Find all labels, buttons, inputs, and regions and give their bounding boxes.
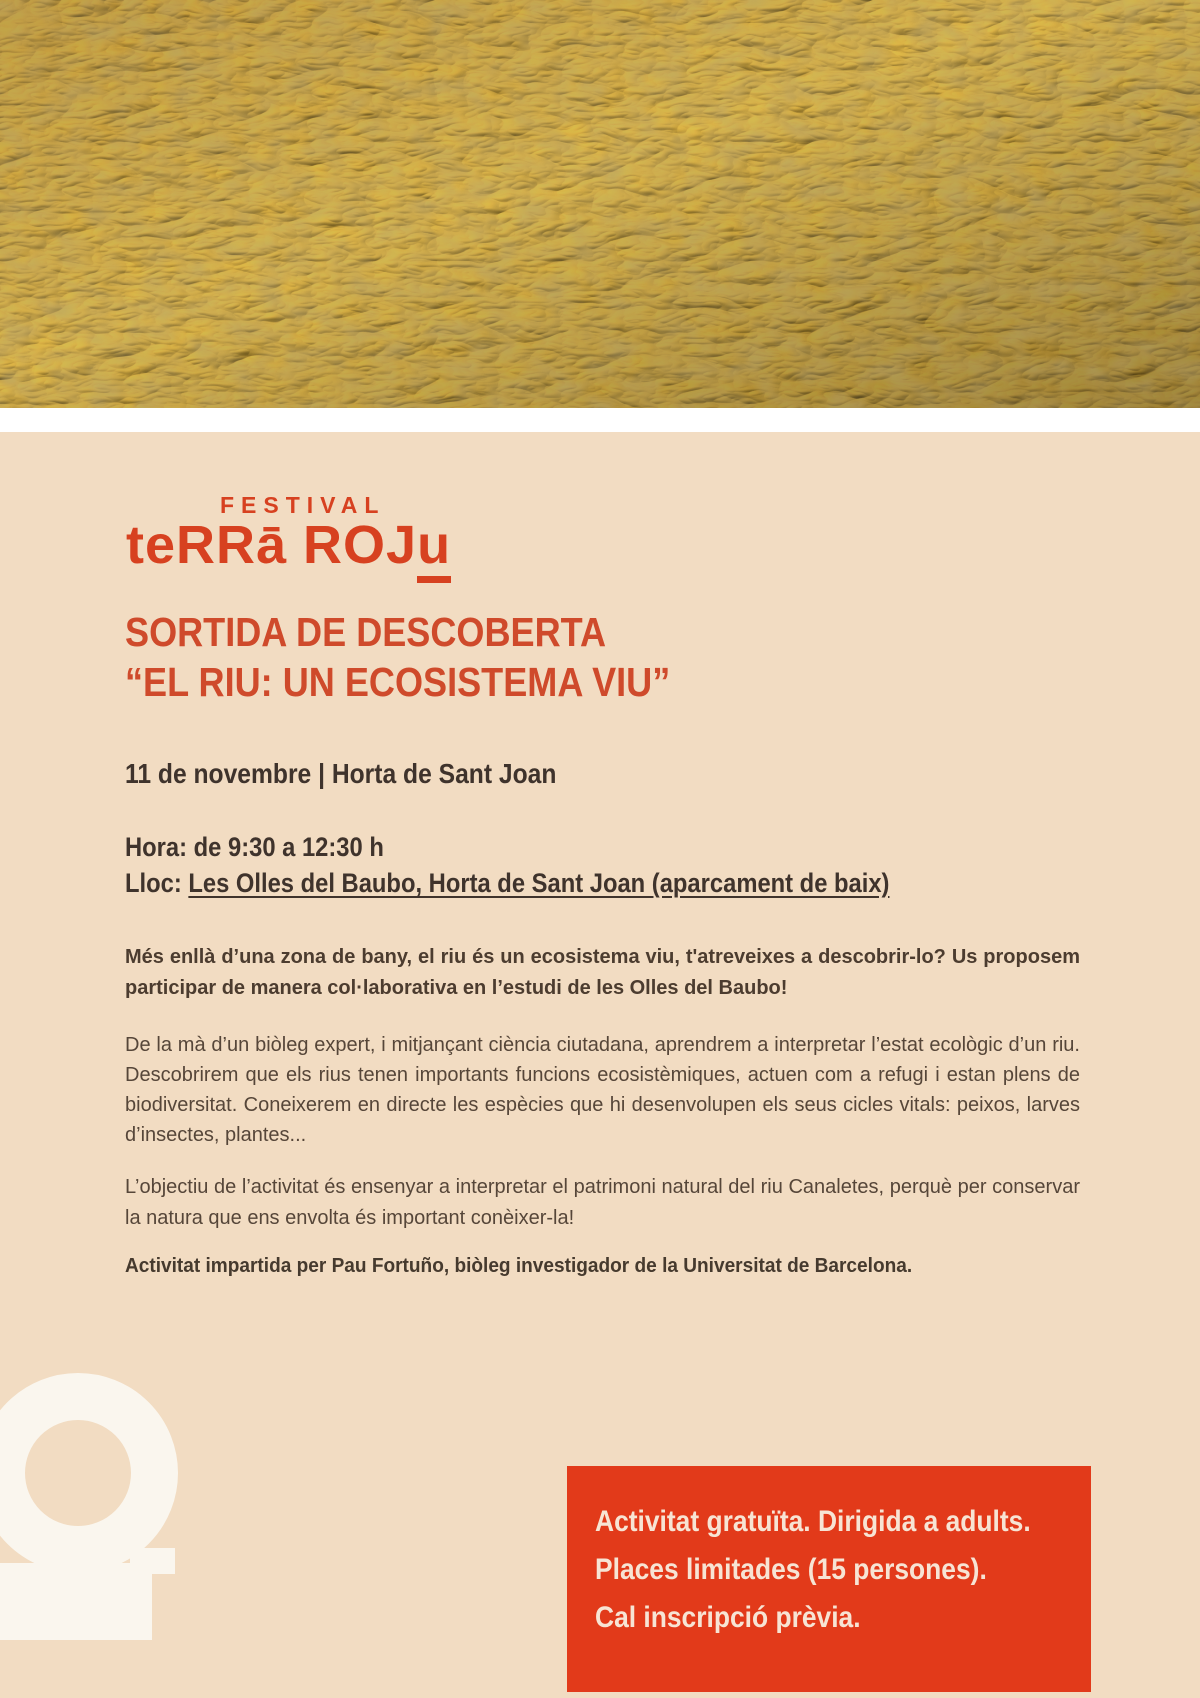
logo-letter-watermark-foot bbox=[0, 1563, 152, 1640]
festival-label: FESTIVAL bbox=[220, 492, 386, 518]
place-link[interactable]: Les Olles del Baubo, Horta de Sant Joan (aparcament de baix) bbox=[188, 868, 890, 898]
event-time bbox=[125, 832, 384, 863]
intro-paragraph: Més enllà d’una zona de bany, el riu és un ecosistema viu, t'atreveixes a descobrir-lo? Us proposem participar de manera col·laborativa en l’estudi de les Olles del Baubo! bbox=[125, 946, 1080, 999]
wordmark-main: teRRā ROJ bbox=[126, 515, 418, 575]
place-label: Lloc: bbox=[125, 868, 189, 898]
page-title-line1: SORTIDA DE DESCOBERTA bbox=[125, 609, 607, 655]
instructor-credit: Activitat impartida per Pau Fortuño, biòleg investigador de la Universitat de Barcelona. bbox=[125, 1254, 913, 1277]
objective-paragraph: L’objectiu de l’activitat és ensenyar a interpretar el patrimoni natural del riu Canaletes, perquè per conservar la natura que ens envolta és important conèixer-la! bbox=[125, 1176, 1080, 1229]
event-date-location: 11 de novembre | Horta de Sant Joan bbox=[125, 758, 557, 789]
info-line-registration: Cal inscripció prèvia. bbox=[595, 1601, 861, 1634]
river-water-photo bbox=[0, 0, 1200, 408]
event-place bbox=[125, 868, 889, 899]
logo-letter-watermark-serif bbox=[130, 1548, 175, 1574]
info-line-free-adults: Activitat gratuïta. Dirigida a adults. bbox=[595, 1505, 1031, 1538]
wordmark-last-letter: u bbox=[417, 515, 451, 583]
time-label: Hora: bbox=[125, 832, 194, 862]
page-title-line2: “EL RIU: UN ECOSISTEMA VIU” bbox=[125, 659, 671, 705]
time-value: de 9:30 a 12:30 h bbox=[193, 832, 384, 862]
info-line-places: Places limitades (15 persones). bbox=[595, 1553, 987, 1586]
registration-info-box bbox=[567, 1466, 1091, 1692]
water-texture-graphic bbox=[0, 0, 1200, 408]
terra-roja-logo bbox=[126, 514, 451, 576]
description-paragraph: De la mà d’un biòleg expert, i mitjançant ciència ciutadana, aprendrem a interpretar l’estat ecològic d’un riu. Descobrirem que els rius tenen importants funcions ecosistèmiques, actuen com a refugi i estan plens de biodiversitat. Coneixerem en directe les espècies que hi desenvolupen els seus cicles vitals: peixos, larves d’insectes, plantes... bbox=[125, 1034, 1080, 1146]
